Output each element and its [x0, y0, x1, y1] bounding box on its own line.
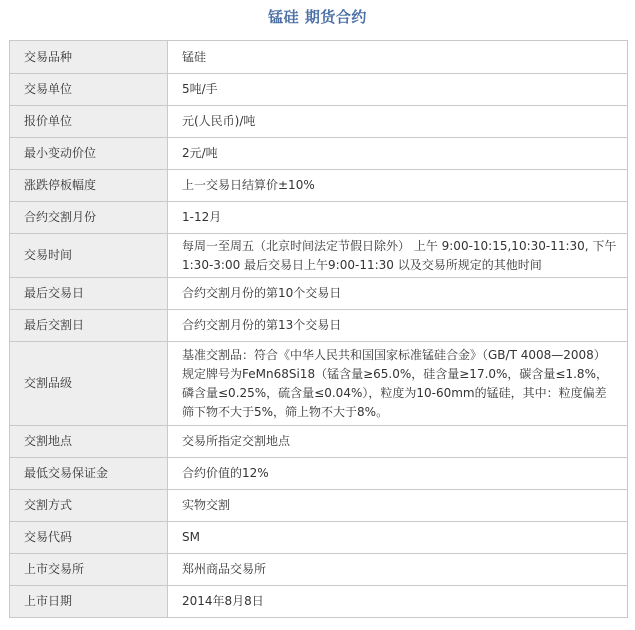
table-row: [10, 342, 628, 426]
row-value: 元(人民币)/吨: [168, 106, 628, 138]
table-row: [10, 490, 628, 522]
table-row: [10, 202, 628, 234]
table-row: [10, 586, 628, 618]
row-value: 合约价值的12%: [168, 458, 628, 490]
row-value: SM: [168, 522, 628, 554]
row-value: 实物交割: [168, 490, 628, 522]
table-row: [10, 278, 628, 310]
row-value: 基准交割品：符合《中华人民共和国国家标准锰硅合金》（GB/T 4008—2008）规定牌号为FeMn68Si18（锰含量≥65.0%，硅含量≥17.0%，碳含量≤1.8%，磷含量≤0.25%，硫含量≤0.04%），粒度为10-60mm的锰硅，其中：粒度偏差筛下物不大于5%，筛上物不大于8%。: [168, 342, 628, 426]
row-value: 合约交割月份的第13个交易日: [168, 310, 628, 342]
row-value: 上一交易日结算价±10%: [168, 170, 628, 202]
row-value: 每周一至周五（北京时间法定节假日除外） 上午 9:00-10:15,10:30-11:30, 下午 1:30-3:00 最后交易日上午9:00-11:30 以及交易所规定的其他时间: [168, 234, 628, 278]
row-label: 交易单位: [10, 74, 168, 106]
table-row: [10, 310, 628, 342]
table-row: [10, 106, 628, 138]
row-label: 交易品种: [10, 41, 168, 74]
row-label: 上市交易所: [10, 554, 168, 586]
row-value: 交易所指定交割地点: [168, 426, 628, 458]
row-label: 合约交割月份: [10, 202, 168, 234]
table-row: [10, 426, 628, 458]
row-label: 交割品级: [10, 342, 168, 426]
table-row: [10, 458, 628, 490]
row-value: 5吨/手: [168, 74, 628, 106]
table-row: [10, 522, 628, 554]
row-label: 最后交割日: [10, 310, 168, 342]
row-label: 交割地点: [10, 426, 168, 458]
table-row: [10, 234, 628, 278]
table-row: [10, 554, 628, 586]
page-title: 锰硅 期货合约: [268, 8, 367, 26]
row-label: 报价单位: [10, 106, 168, 138]
row-value: 1-12月: [168, 202, 628, 234]
row-value: 2元/吨: [168, 138, 628, 170]
row-label: 最低交易保证金: [10, 458, 168, 490]
row-label: 涨跌停板幅度: [10, 170, 168, 202]
row-label: 交易代码: [10, 522, 168, 554]
table-row: [10, 74, 628, 106]
row-value: 2014年8月8日: [168, 586, 628, 618]
row-label: 最小变动价位: [10, 138, 168, 170]
table-row: [10, 170, 628, 202]
row-label: 交割方式: [10, 490, 168, 522]
row-value: 合约交割月份的第10个交易日: [168, 278, 628, 310]
row-value: 锰硅: [168, 41, 628, 74]
contract-spec-table: [9, 40, 628, 618]
table-row: [10, 41, 628, 74]
table-row: [10, 138, 628, 170]
row-label: 最后交易日: [10, 278, 168, 310]
row-label: 上市日期: [10, 586, 168, 618]
row-label: 交易时间: [10, 234, 168, 278]
row-value: 郑州商品交易所: [168, 554, 628, 586]
